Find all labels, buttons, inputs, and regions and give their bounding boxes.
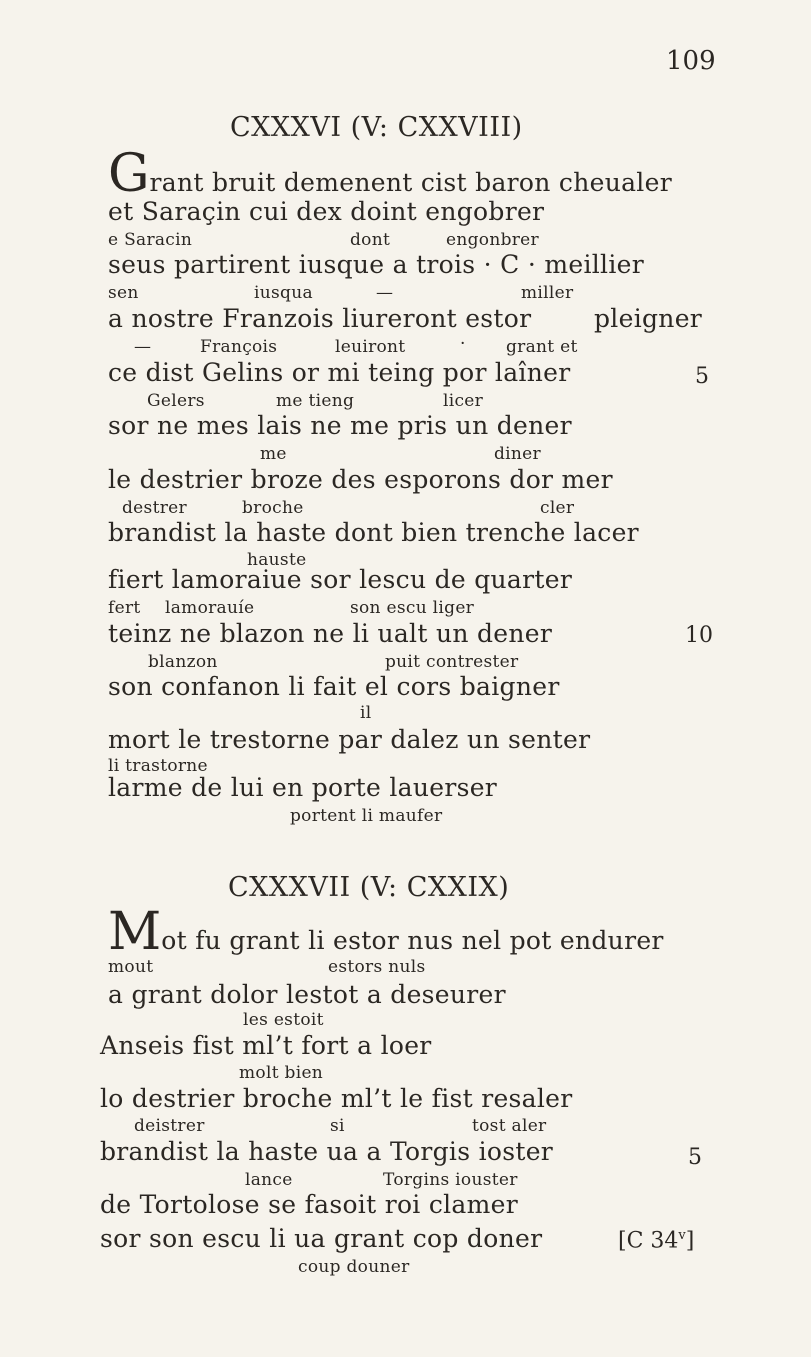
verse-line: seus partirent iusque a trois · C · meillier: [108, 250, 644, 279]
verse-line: teinz ne blazon ne li ualt un dener: [108, 619, 553, 648]
gloss-variant: deistrer: [134, 1116, 205, 1136]
gloss-variant: blanzon: [148, 652, 218, 672]
page-number: 109: [666, 46, 716, 76]
folio-reference: [C 34$^v$]: [618, 1228, 695, 1254]
verse-line: fiert lamoraiue sor lescu de quarter: [108, 565, 573, 594]
gloss-variant: il: [360, 703, 372, 723]
gloss-variant: broche: [242, 498, 304, 518]
verse-line: sor ne mes lais ne me pris un dener: [108, 411, 572, 440]
verse-line: rant bruit demenent cist baron cheualer: [149, 168, 672, 197]
gloss-variant: François: [200, 337, 278, 357]
gloss-variant: Gelers: [147, 391, 205, 411]
gloss-variant: molt bien: [239, 1063, 324, 1083]
verse-line: son confanon li fait el cors baigner: [108, 672, 560, 701]
gloss-variant: tost aler: [472, 1116, 547, 1136]
first-line: [108, 902, 664, 962]
line-number: 5: [688, 1145, 702, 1170]
gloss-variant: e Saracin: [108, 230, 193, 250]
drop-cap-initial: G: [108, 144, 150, 204]
line-number: 10: [685, 623, 713, 648]
gloss-variant: portent li maufer: [290, 806, 443, 826]
gloss-variant: li trastorne: [108, 756, 208, 776]
verse-line: pleigner: [594, 304, 703, 333]
verse-line: le destrier broze des esporons dor mer: [108, 465, 613, 494]
gloss-variant: cler: [540, 498, 575, 518]
gloss-variant: sen: [108, 283, 139, 303]
gloss-variant: puit contrester: [385, 652, 519, 672]
gloss-variant: si: [330, 1116, 345, 1136]
verse-line: mort le trestorne par dalez un senter: [108, 725, 591, 754]
verse-line: brandist la haste dont bien trenche lacer: [108, 518, 639, 547]
first-line: [108, 144, 672, 204]
verse-line: a nostre Franzois liureront estor: [108, 304, 532, 333]
gloss-variant: dont: [350, 230, 391, 250]
gloss-variant: estors nuls: [328, 957, 426, 977]
gloss-variant: lance: [245, 1170, 293, 1190]
section-heading: CXXXVI (V: CXXVIII): [230, 112, 523, 143]
gloss-variant: ·: [460, 334, 466, 354]
gloss-variant: engonbrer: [446, 230, 539, 250]
verse-line: a grant dolor lestot a deseurer: [108, 980, 506, 1009]
gloss-variant: —: [376, 283, 394, 303]
gloss-variant: hauste: [247, 550, 307, 570]
gloss-variant: diner: [494, 444, 541, 464]
verse-line: Anseis fist ml’t fort a loer: [100, 1031, 432, 1060]
verse-line: de Tortolose se fasoit roi clamer: [100, 1190, 518, 1219]
verse-line: larme de lui en porte lauerser: [108, 773, 498, 802]
gloss-variant: me tieng: [276, 391, 355, 411]
gloss-variant: leuiront: [335, 337, 406, 357]
gloss-variant: licer: [443, 391, 484, 411]
gloss-variant: coup douner: [298, 1257, 410, 1277]
verse-line: ce dist Gelins or mi teing por laîner: [108, 358, 571, 387]
gloss-variant: grant et: [506, 337, 578, 357]
gloss-variant: destrer: [122, 498, 187, 518]
drop-cap-initial: M: [108, 902, 162, 962]
gloss-variant: Torgins iouster: [383, 1170, 518, 1190]
gloss-variant: son escu liger: [350, 598, 475, 618]
gloss-variant: miller: [521, 283, 574, 303]
gloss-variant: me: [260, 444, 287, 464]
line-number: 5: [695, 364, 709, 389]
gloss-variant: —: [134, 337, 152, 357]
verse-line: ot fu grant li estor nus nel pot endurer: [161, 926, 664, 955]
gloss-variant: fert: [108, 598, 141, 618]
gloss-variant: lamorauíe: [165, 598, 255, 618]
gloss-variant: les estoit: [243, 1010, 324, 1030]
verse-line: lo destrier broche ml’t le fist resaler: [100, 1084, 573, 1113]
gloss-variant: mout: [108, 957, 154, 977]
section-heading: CXXXVII (V: CXXIX): [228, 872, 510, 903]
verse-line: et Saraçin cui dex doint engobrer: [108, 197, 545, 226]
verse-line: sor son escu li ua grant cop doner: [100, 1224, 543, 1253]
verse-line: brandist la haste ua a Torgis ioster: [100, 1137, 554, 1166]
gloss-variant: iusqua: [254, 283, 313, 303]
